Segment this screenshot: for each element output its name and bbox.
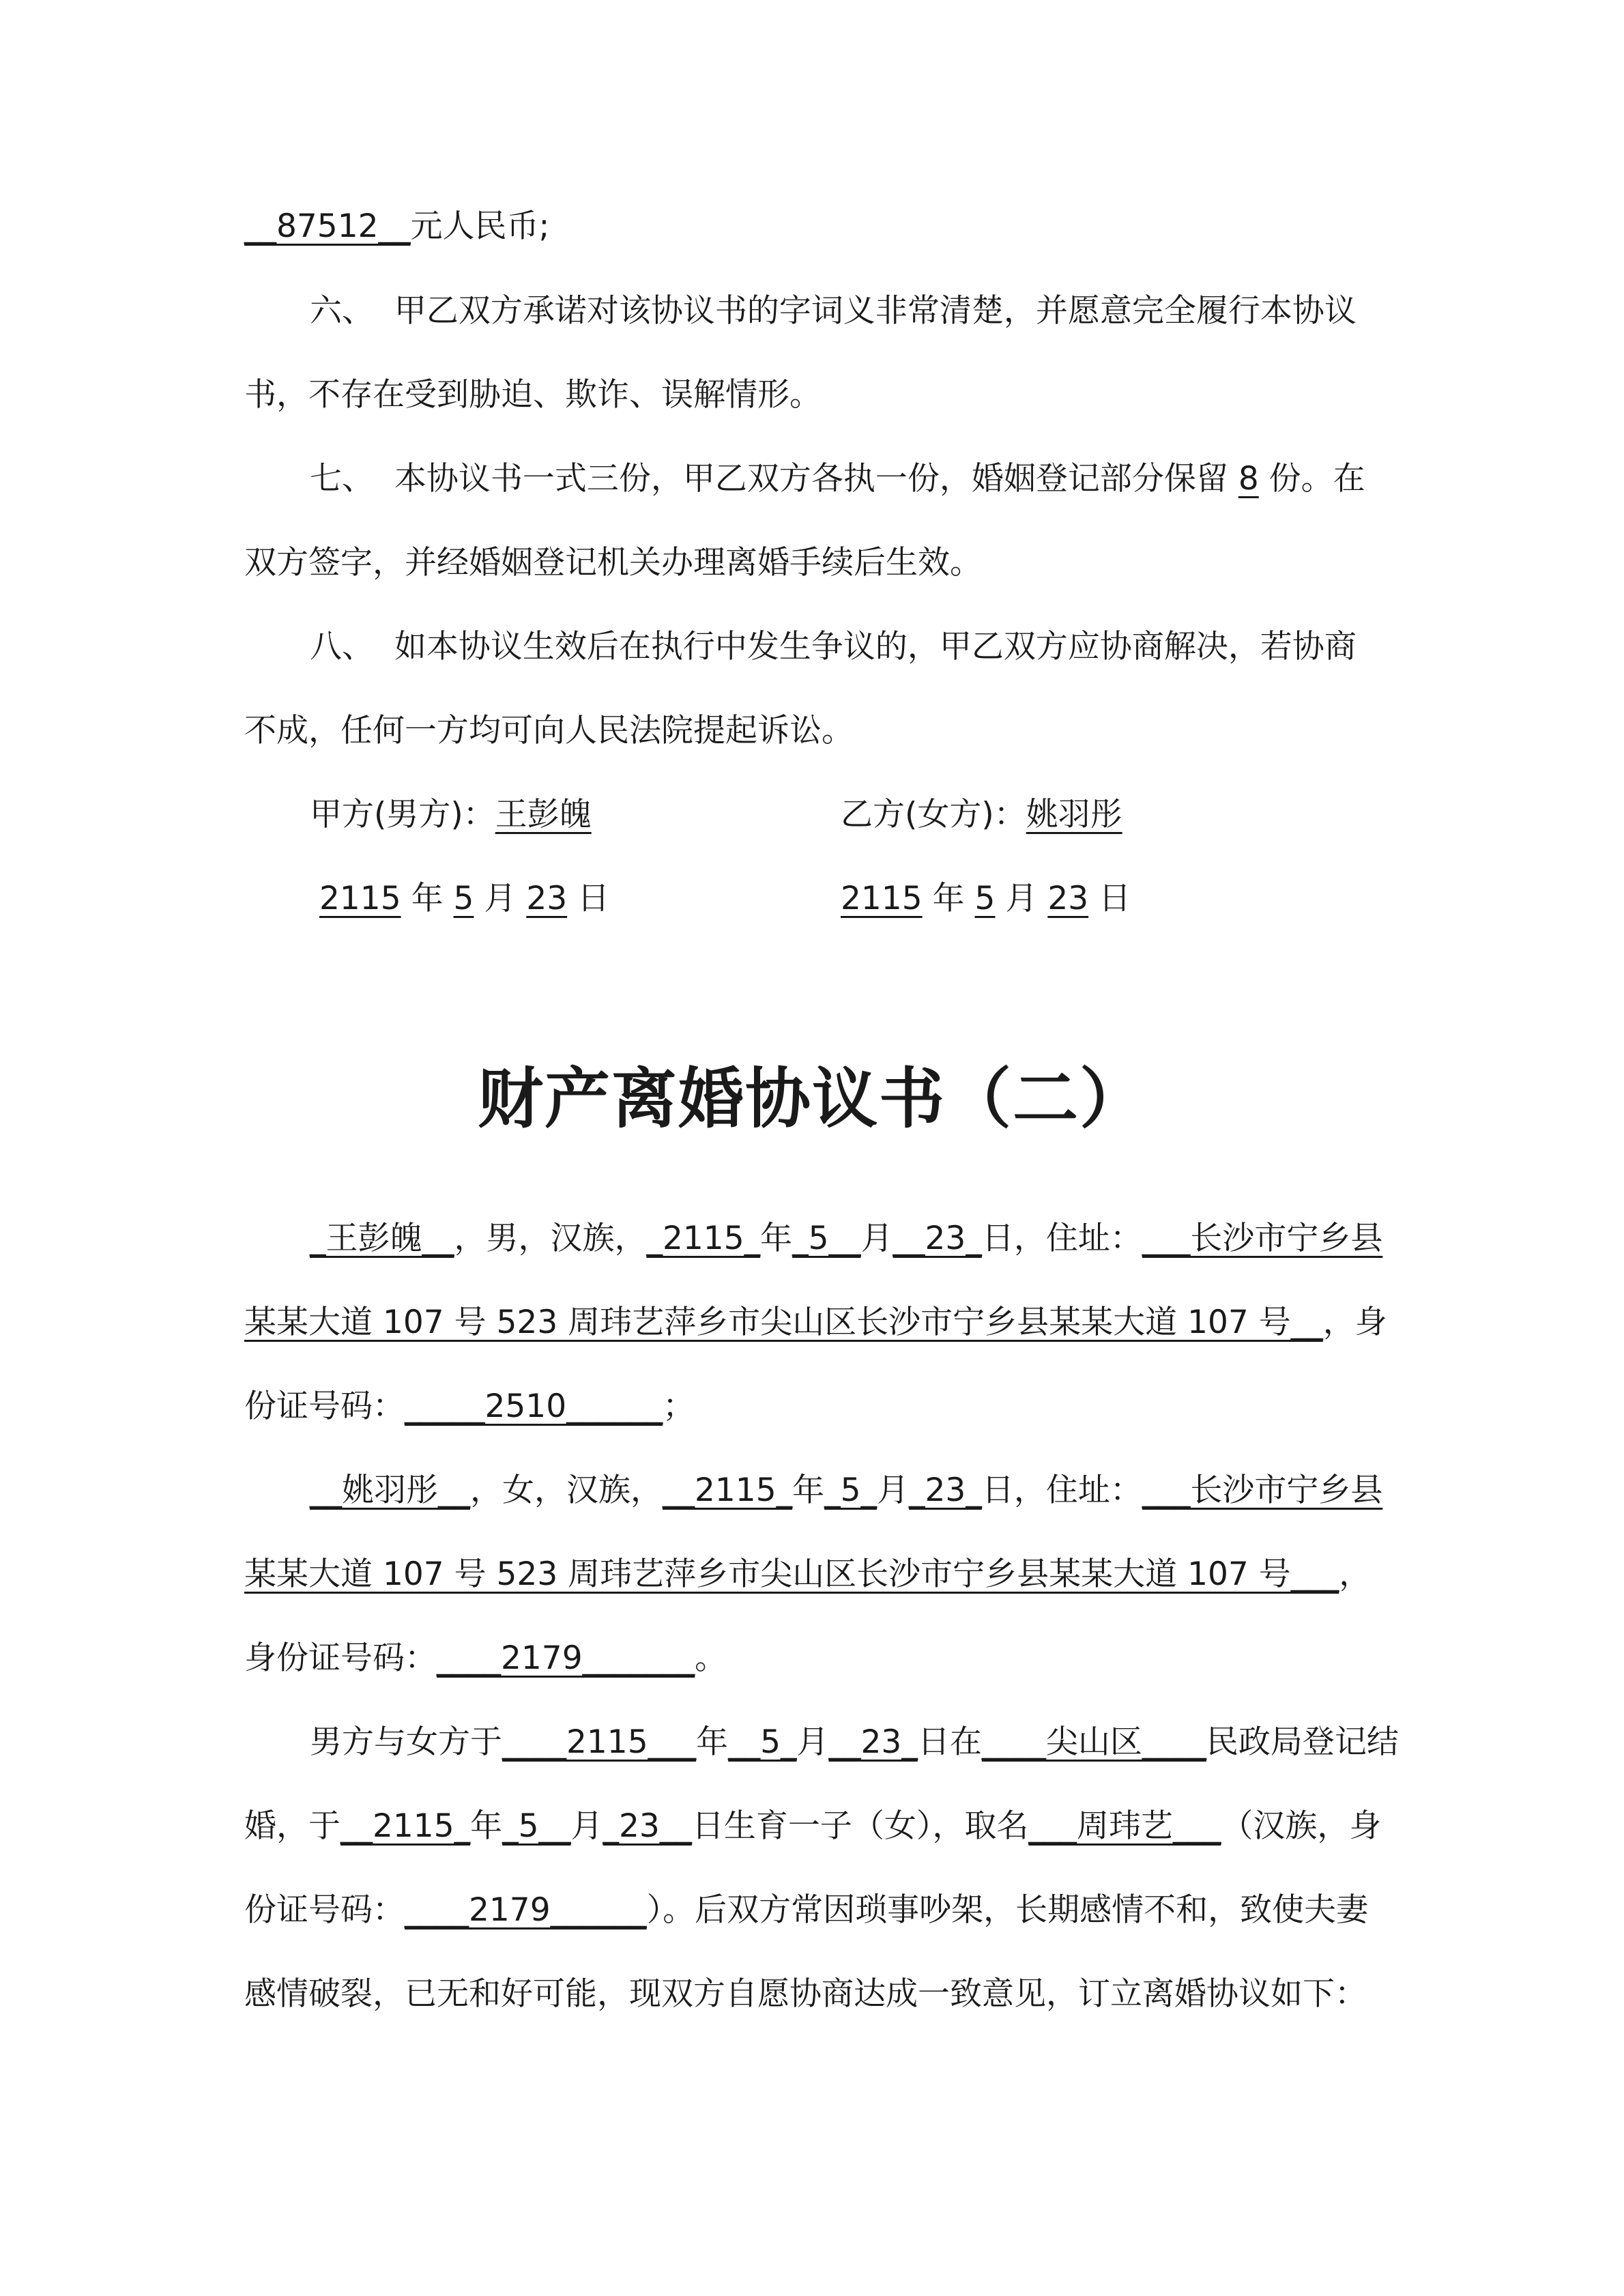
document-title: 财产离婚协议书（二） bbox=[478, 1061, 1146, 1137]
amount-line bbox=[244, 205, 1380, 248]
party-a-signature: 甲方(男方)：王彭魄 bbox=[310, 796, 592, 833]
marriage-line-1: 男方与女方于____2115___年__5_月__23_日在____尖山区____民政局登记结 bbox=[310, 1723, 1399, 1761]
wife-info-line-3: 身份证号码：____2179_______。 bbox=[244, 1639, 727, 1677]
clause-8-line-2: 不成，任何一方均可向人民法院提起诉讼。 bbox=[244, 712, 854, 749]
party-a-date: 2115 年 5 月 23 日 bbox=[319, 880, 610, 917]
amount-value: __87512__ bbox=[244, 207, 411, 245]
marriage-line-3: 份证号码：____2179______）。后双方常因琐事吵架，长期感情不和，致使夫妻 bbox=[244, 1891, 1369, 1929]
husband-info-line-2: 某某大道 107 号 523 周玮艺萍乡市尖山区长沙市宁乡县某某大道 107 号__，身 bbox=[244, 1304, 1387, 1341]
husband-info-line-1: _王彭魄__，男，汉族，_2115_年_5__月__23_日，住址：___长沙市宁乡县 bbox=[310, 1220, 1383, 1257]
amount-unit: 元人民币; bbox=[410, 207, 550, 245]
wife-info-line-1: __姚羽彤__，女，汉族，__2115_年_5_月_23_日，住址：___长沙市宁乡县 bbox=[310, 1472, 1383, 1509]
clause-6-line-1: 六、 甲乙双方承诺对该协议书的字词义非常清楚，并愿意完全履行本协议 bbox=[310, 292, 1357, 330]
copies-count: 8 bbox=[1238, 460, 1259, 498]
clause-6-line-2: 书，不存在受到胁迫、欺诈、误解情形。 bbox=[244, 376, 822, 414]
party-b-signature: 乙方(女方)：姚羽彤 bbox=[841, 796, 1122, 833]
marriage-line-4: 感情破裂，已无和好可能，现双方自愿协商达成一致意见，订立离婚协议如下： bbox=[244, 1975, 1367, 2013]
party-b-date: 2115 年 5 月 23 日 bbox=[841, 880, 1131, 917]
husband-info-line-3: 份证号码：_____2510______； bbox=[244, 1388, 695, 1425]
clause-7-line-1: 七、 本协议书一式三份，甲乙双方各执一份，婚姻登记部分保留 8 份。在 bbox=[310, 460, 1365, 498]
party-b-name: 姚羽彤 bbox=[1026, 796, 1122, 833]
clause-7-line-2: 双方签字，并经婚姻登记机关办理离婚手续后生效。 bbox=[244, 544, 982, 582]
clause-8-line-1: 八、 如本协议生效后在执行中发生争议的，甲乙双方应协商解决，若协商 bbox=[310, 628, 1357, 665]
party-a-name: 王彭魄 bbox=[495, 796, 592, 833]
marriage-line-2: 婚，于__2115_年_5__月_23__日生育一子（女），取名___周玮艺___（汉族，身 bbox=[244, 1807, 1382, 1845]
wife-info-line-2: 某某大道 107 号 523 周玮艺萍乡市尖山区长沙市宁乡县某某大道 107 号___， bbox=[244, 1555, 1372, 1593]
